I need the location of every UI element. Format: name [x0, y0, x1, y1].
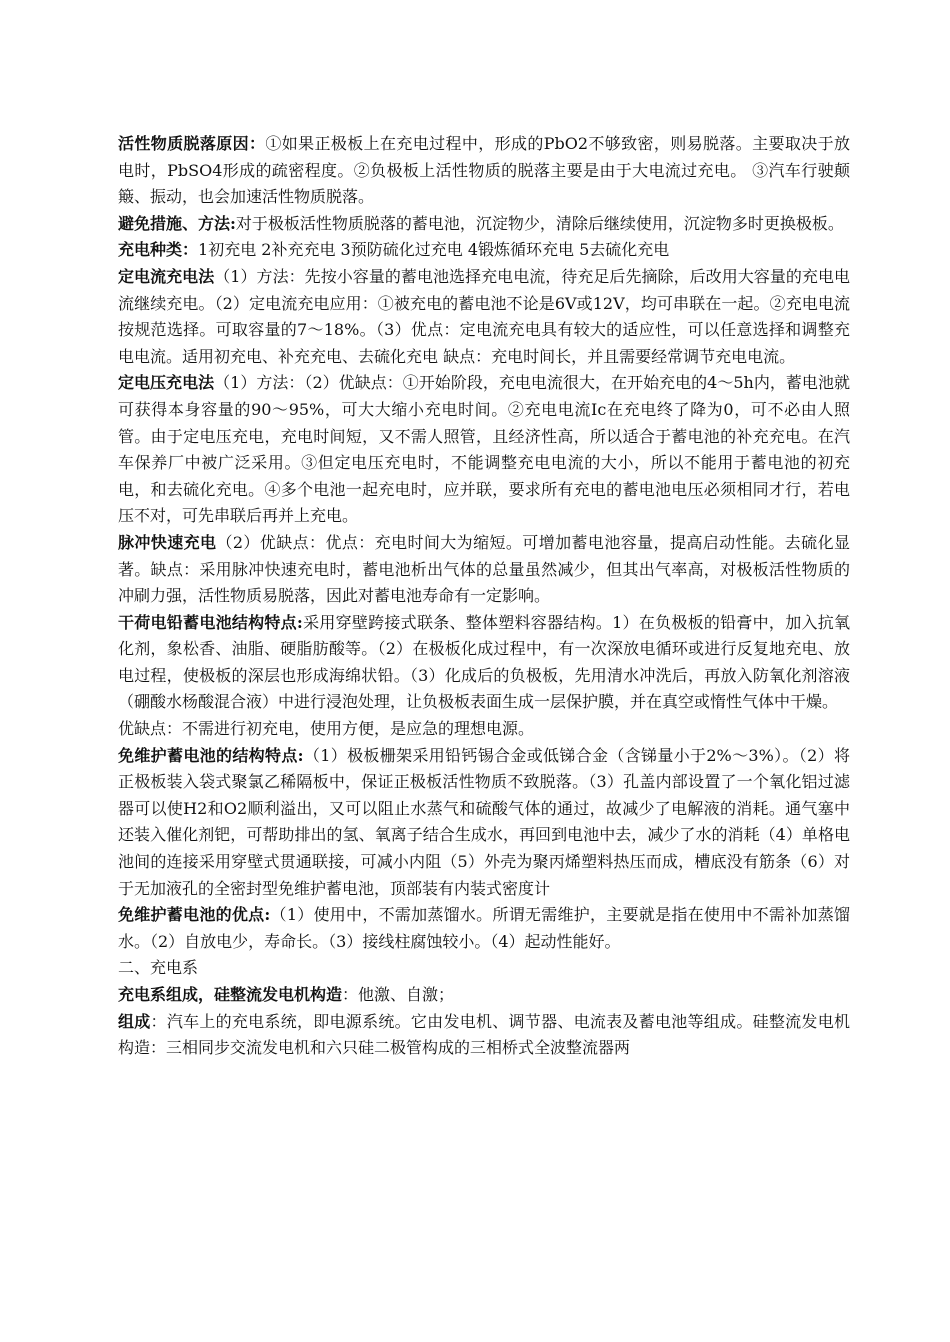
paragraph-heading: 免维护蓄电池的结构特点: [118, 745, 304, 765]
paragraph-composition [118, 1009, 850, 1062]
paragraph-maintenance-free-structure [118, 743, 850, 903]
paragraph-heading: 免维护蓄电池的优点: [118, 905, 271, 925]
paragraph-pulse-fast-charging [118, 530, 850, 610]
paragraph-text: 1初充电 2补充充电 3预防硫化过充电 4锻炼循环充电 5去硫化充电 [198, 240, 670, 260]
paragraph-text: （1）极板栅架采用铅钙锡合金或低锑合金（含锑量小于2%～3%）。（2）将正极板装入袋式聚氯乙稀隔板中，保证正极板活性物质不致脱落。（3）孔盖内部设置了一个氧化铝过滤器可以使H2和O2顺利溢出，又可以阻止水蒸气和硫酸气体的通过，故减少了电解液的消耗。通气塞中还装入催化剂钯，可帮助排出的氢、氧离子结合生成水，再回到电池中去，减少了水的消耗（4）单格电池间的连接采用穿壁式贯通联接，可减小内阻（5）外壳为聚丙烯塑料热压而成，槽底没有筋条（6）对于无加液孔的全密封型免维护蓄电池，顶部装有内装式密度计 [118, 745, 850, 898]
paragraph-maintenance-free-advantages [118, 902, 850, 955]
paragraph-text: ：汽车上的充电系统，即电源系统。它由发电机、调节器、电流表及蓄电池等组成。硅整流发电机构造：三相同步交流发电机和六只硅二极管构成的三相桥式全波整流器两 [118, 1011, 850, 1058]
paragraph-heading: 避免措施、方法: [118, 213, 236, 233]
paragraph-constant-voltage-charging [118, 370, 850, 530]
paragraph-charging-system-composition [118, 982, 850, 1009]
paragraph-heading: 充电系组成，硅整流发电机构造 [118, 985, 343, 1004]
paragraph-text: 采用穿壁跨接式联条、整体塑料容器结构。1）在负极板的铅膏中，加入抗氧化剂，象松香、油脂、硬脂肪酸等。（2）在极板化成过程中，有一次深放电循环或进行反复地充电、放电过程，使极板的深层也形成海绵状铅。（3）化成后的负极板，先用清水冲洗后，再放入防氧化剂溶液（硼酸水杨酸混合液）中进行浸泡处理，让负极板表面生成一层保护膜，并在真空或惰性气体中干燥。 [118, 612, 850, 712]
paragraph-heading: 干荷电铅蓄电池结构特点: [118, 612, 303, 632]
paragraph-dry-charged-battery-structure [118, 610, 850, 716]
paragraph-text: （1）使用中，不需加蒸馏水。所谓无需维护，主要就是指在使用中不需补加蒸馏水。（2）自放电少，寿命长。（3）接线柱腐蚀较小。（4）起动性能好。 [118, 905, 850, 951]
paragraph-active-material-shedding-cause [118, 131, 850, 211]
paragraph-text: ：他激、自激； [342, 985, 455, 1004]
paragraph-constant-current-charging [118, 264, 850, 370]
paragraph-charging-types [118, 237, 850, 264]
paragraph-text: （1）方法：先按小容量的蓄电池选择充电电流，待充足后先摘除，后改用大容量的充电电流继续充电。（2）定电流充电应用：①被充电的蓄电池不论是6V或12V，均可串联在一起。②充电电流按规范选择。可取容量的7～18%。（3）优点：定电流充电具有较大的适应性，可以任意选择和调整充电电流。适用初充电、补充充电、去硫化充电 缺点：充电时间长，并且需要经常调节充电电流。 [118, 266, 850, 366]
paragraph-text: （1）方法：（2）优缺点：①开始阶段，充电电流很大，在开始充电的4～5h内，蓄电池就可获得本身容量的90～95%，可大大缩小充电时间。②充电电流Ic在充电终了降为0，可不必由人照管。由于定电压充电，充电时间短，又不需人照管，且经济性高，所以适合于蓄电池的补充充电。在汽车保养厂中被广泛采用。③但定电压充电时，不能调整充电电流的大小，所以不能用于蓄电池的初充电，和去硫化充电。④多个电池一起充电时，应并联，要求所有充电的蓄电池电压必须相同才行，若电压不对，可先串联后再并上充电。 [118, 373, 850, 526]
paragraph-prevention-measures [118, 211, 850, 238]
paragraph-heading: 充电种类： [118, 240, 199, 260]
paragraph-text: （2）优缺点：优点：充电时间大为缩短。可增加蓄电池容量，提高启动性能。去硫化显著。缺点：采用脉冲快速充电时，蓄电池析出气体的总量虽然减少，但其出气率高，对极板活性物质的冲刷力强，活性物质易脱落，因此对蓄电池寿命有一定影响。 [118, 532, 850, 606]
paragraph-text: 对于极板活性物质脱落的蓄电池，沉淀物少，清除后继续使用，沉淀物多时更换极板。 [235, 213, 844, 233]
paragraph-heading: 定电压充电法 [118, 373, 215, 393]
paragraph-heading: 定电流充电法 [118, 266, 215, 286]
paragraph-heading: 组成 [118, 1011, 151, 1031]
paragraph-text: 优缺点：不需进行初充电，使用方便，是应急的理想电源。 [118, 719, 535, 739]
paragraph-heading: 活性物质脱落原因： [118, 134, 266, 153]
document-body [118, 131, 850, 1062]
paragraph-dry-charged-pros-cons [118, 716, 850, 743]
paragraph-heading: 脉冲快速充电 [118, 532, 217, 552]
paragraph-text: 二、充电系 [118, 958, 199, 978]
paragraph-text: ①如果正极板上在充电过程中，形成的PbO2不够致密，则易脱落。主要取决于放电时，PbSO4形成的疏密程度。②负极板上活性物质的脱落主要是由于大电流过充电。 ③汽车行驶颠簸、振动，也会加速活性物质脱落。 [118, 134, 850, 207]
section-heading-charging-system [118, 955, 850, 982]
